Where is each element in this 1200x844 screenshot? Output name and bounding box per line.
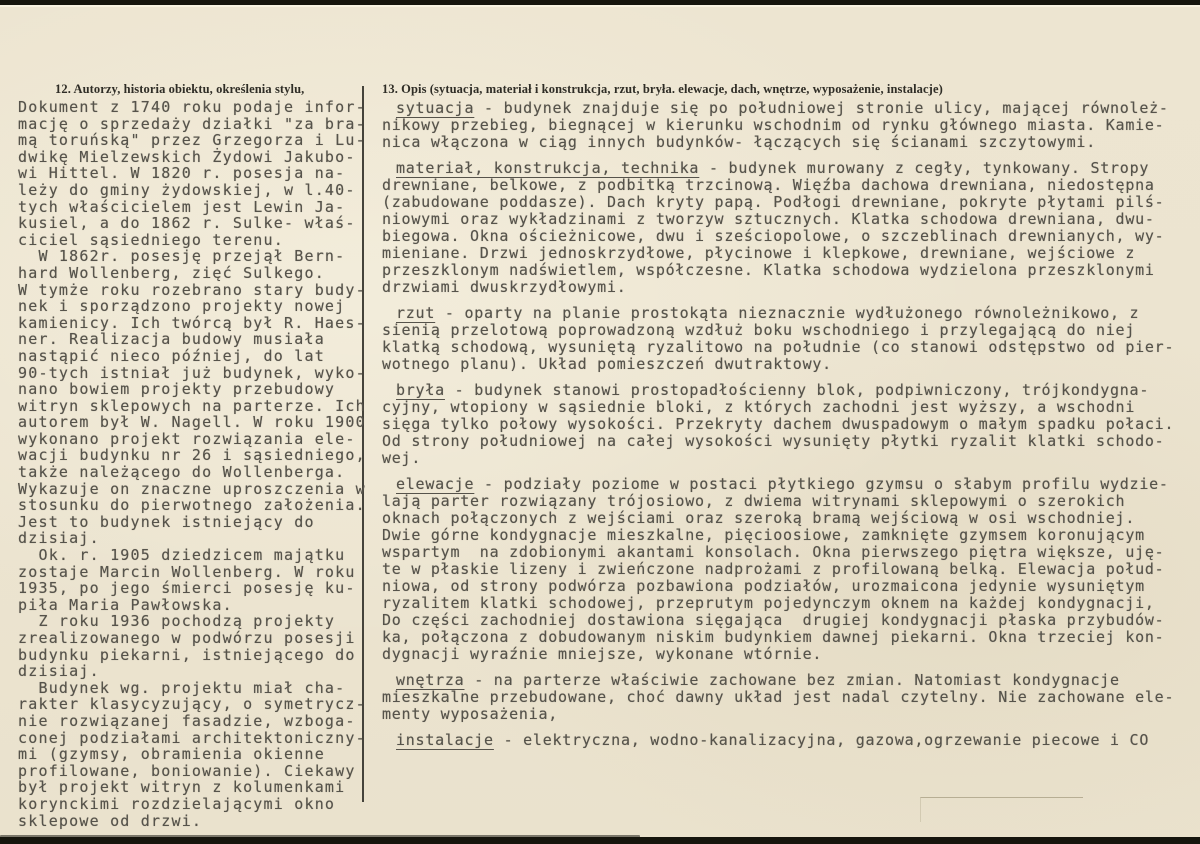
- typed-line: także należącego do Wollenberga.: [18, 463, 346, 482]
- typed-line: stosunku do pierwotnego założenia.: [18, 496, 366, 515]
- typed-line: nica włączona w ciąg innych budynków- łączących się ścianami szczytowymi.: [382, 133, 1096, 151]
- section-first-line-rest: - budynek murowany z cegły, tynkowany. Stropy: [699, 159, 1150, 177]
- typed-line: niowymi oraz wykładzinami z tworzyw sztucznych. Klatka schodowa drewniana, dwu-: [382, 210, 1155, 228]
- typed-line: Do części zachodniej dostawiona sięgająca drugiej kondygnacji płaska przybudów-: [382, 611, 1165, 629]
- section-first-line-rest: - na parterze właściwie zachowane bez zmian. Natomiast kondygnacje: [464, 671, 1120, 689]
- typed-line: witryn sklepowych na parterze. Ich: [18, 396, 366, 415]
- typed-line: autorem był W. Nagell. W roku 1900: [18, 413, 366, 432]
- field-13-description: [382, 82, 1194, 749]
- field-12-authors-history: [18, 82, 368, 829]
- typed-line: Dokument z 1740 roku podaje infor-: [18, 98, 366, 116]
- field-12-typed-text: [18, 99, 368, 829]
- section-first-line-rest: - elektryczna, wodno-kanalizacyjna, gazowa,ogrzewanie piecowe i CO: [493, 731, 1150, 749]
- typed-line: dzisiaj.: [18, 529, 100, 548]
- typed-line: ciciel sąsiedniego terenu.: [18, 230, 284, 249]
- typed-line: biegowa. Okna ościeżnicowe, dwu i sześciopolowe, o szczeblinach drewnianych, wy-: [382, 227, 1165, 245]
- typed-line: sięga tylko połowy wysokości. Przekryty dachem dwuspadowym o małym spadku połaci.: [382, 415, 1175, 433]
- section-first-line-rest: - budynek znajduje się po południowej stronie ulicy, mającej równoleż-: [474, 99, 1169, 117]
- typed-line: zostaje Marcin Wollenberg. W roku: [18, 562, 356, 581]
- typed-line: 90-tych istniał już budynek, wyko-: [18, 363, 366, 382]
- field-13-typed-sections: [382, 100, 1194, 749]
- typed-line: lają parter rozwiązany trójosiowo, z dwiema witrynami sklepowymi o szerokich: [382, 492, 1126, 510]
- typed-line: dwikę Mielzewskich Żydowi Jakubo-: [18, 147, 356, 166]
- typed-line: wej.: [382, 449, 422, 467]
- section-keyword: elewacje: [396, 475, 475, 493]
- faint-stamp-outline: [920, 797, 1083, 822]
- section-keyword: bryła: [396, 381, 445, 399]
- typed-line: [382, 100, 1194, 117]
- typed-line: ner. Realizacja budowy musiała: [18, 330, 325, 349]
- typed-line: tych właścicielem jest Lewin Ja-: [18, 197, 346, 216]
- typed-line: budynku piekarni, istniejącego do: [18, 645, 356, 664]
- section-keyword: sytuacja: [396, 99, 475, 117]
- typed-line: ryzalitem klatki schodowej, przeprutym pojedynczym oknem na każdej kondygnacji,: [382, 594, 1155, 612]
- typed-line: mi (gzymsy, obramienia okienne: [18, 745, 325, 764]
- typed-line: mieniane. Drzwi jednoskrzydłowe, płycinowe i klepkowe, drewniane, wejściowe z: [382, 244, 1136, 262]
- typed-line: dygnacji wyraźnie mniejsze, wykonane wtórnie.: [382, 645, 823, 663]
- typed-line: sklepowe od drzwi.: [18, 811, 203, 830]
- field-13-printed-label: 13. Opis (sytuacja, materiał i konstrukcja, rzut, bryła. elewacje, dach, wnętrze, wyposażenie, instalacje): [382, 82, 943, 96]
- typed-line: Dwie górne kondygnacje mieszkalne, pięcioosiowe, zamknięte gzymsem koronującym: [382, 526, 1145, 544]
- typed-line: [382, 476, 1194, 493]
- typed-line: przeszklonym nadświetlem, współczesne. Klatka schodowa wydzielona przeszklonymi: [382, 261, 1155, 279]
- section-keyword: instalacje: [396, 731, 494, 749]
- typed-line: [382, 305, 1194, 322]
- typed-line: mację o sprzedaży działki "za bra-: [18, 114, 366, 133]
- section-wnetrza: [382, 672, 1194, 723]
- typed-line: mą toruńską" przez Grzegorza i Lu-: [18, 131, 366, 150]
- typed-line: Z roku 1936 pochodzą projekty: [18, 612, 336, 631]
- typed-line: te w płaskie lizeny i zwieńczone nadprożami z profilowaną belką. Elewacja połud-: [382, 560, 1165, 578]
- section-keyword: materiał, konstrukcja, technika: [396, 159, 700, 177]
- typed-line: leży do gminy żydowskiej, w l.40-: [18, 180, 356, 199]
- section-keyword: rzut: [396, 304, 436, 322]
- typed-line: piła Maria Pawłowska.: [18, 595, 233, 614]
- typed-line: [382, 672, 1194, 689]
- typed-line: menty wyposażenia,: [382, 705, 559, 723]
- typed-line: korynckimi rozdzielającymi okno: [18, 794, 336, 813]
- typed-line: oknach połączonych z wejściami oraz szeroką bramą wejściową w osi wschodniej.: [382, 509, 1136, 527]
- typed-line: mieszkalne przebudowane, choć dawny układ jest nadal czytelny. Nie zachowane ele-: [382, 688, 1175, 706]
- typed-line: zrealizowanego w podwórzu posesji: [18, 629, 356, 647]
- typed-line: nie rozwiązanej fasadzie, wzboga-: [18, 711, 356, 730]
- typed-line: klatką schodową, wysuniętą ryzalitowo na południe (co stanowi odstępstwo od pier-: [382, 338, 1175, 356]
- typed-line: wotnego planu). Układ pomieszczeń dwutraktowy.: [382, 355, 832, 373]
- typed-line: ka, połączona z dobudowanym niskim budynkiem dawnej piekarni. Okna trzeciej kon-: [382, 628, 1165, 646]
- scan-glare-line: [0, 5, 1200, 7]
- typed-line: był projekt witryn z kolumenkami: [18, 778, 346, 797]
- typed-line: sienią przelotową poprowadzoną wzdłuż boku wschodniego i przylegającą do niej: [382, 321, 1136, 339]
- typed-line: rakter klasycyzujący, o symetrycz-: [18, 695, 366, 714]
- typed-line: wacji budynku nr 26 i sąsiedniego,: [18, 446, 366, 465]
- typed-line: cyjny, wtopiony w sąsiednie bloki, z których zachodni jest wyższy, a wschodni: [382, 398, 1136, 416]
- typed-line: wspartym na zdobionymi akantami konsolach. Okna pierwszego piętra większe, uję-: [382, 543, 1165, 561]
- typed-line: nikowy przebieg, biegnącej w kierunku wschodnim od rynku głównego miasta. Kamie-: [382, 116, 1165, 134]
- typed-line: Jest to budynek istniejący do: [18, 512, 315, 531]
- typed-line: drzwiami dwuskrzydłowymi.: [382, 278, 627, 296]
- typed-line: kusiel, a do 1862 r. Sulke- właś-: [18, 214, 356, 233]
- typed-line: conej podziałami architektoniczny-: [18, 728, 366, 747]
- typed-line: niowa, od strony podwórza pozbawiona podziałów, urozmaicona jedynie wysuniętym: [382, 577, 1145, 595]
- typed-line: hard Wollenberg, zięć Sulkego.: [18, 263, 325, 282]
- scan-edge-bottom: [0, 837, 1200, 844]
- typed-line: Od strony południowej na całej wysokości wysunięty płytki ryzalit klatki schodo-: [382, 432, 1165, 450]
- section-first-line-rest: - oparty na planie prostokąta nieznacznie wydłużonego równoleżnikowo, z: [435, 304, 1140, 322]
- typed-line: nano bowiem projekty przebudowy: [18, 380, 336, 399]
- typed-line: profilowane, boniowanie). Ciekawy: [18, 761, 356, 780]
- typed-line: 1935, po jego śmierci posesję ku-: [18, 579, 356, 598]
- section-bryla: [382, 382, 1194, 467]
- section-rzut: [382, 305, 1194, 373]
- field-12-printed-label: 12. Autorzy, historia obiektu, określenia stylu,: [55, 82, 305, 96]
- typed-line: W tymże roku rozebrano stary budy-: [18, 280, 366, 299]
- section-first-line-rest: - budynek stanowi prostopadłościenny blok, podpiwniczony, trójkondygna-: [444, 381, 1150, 399]
- typed-line: Wykazuje on znaczne uproszczenia w: [18, 479, 366, 498]
- section-first-line-rest: - podziały poziome w postaci płytkiego gzymsu o słabym profilu wydzie-: [474, 475, 1169, 493]
- section-keyword: wnętrza: [396, 671, 465, 689]
- section-sytuacja: [382, 100, 1194, 151]
- typed-line: wykonano projekt rozwiązania ele-: [18, 429, 356, 448]
- typed-line: [382, 382, 1194, 399]
- section-instalacje: [382, 732, 1194, 749]
- typed-line: [382, 732, 1194, 749]
- typed-line: W 1862r. posesję przejął Bern-: [18, 247, 346, 266]
- typed-line: Ok. r. 1905 dziedzicem majątku: [18, 546, 346, 565]
- section-elewacje: [382, 476, 1194, 663]
- typed-line: [382, 160, 1194, 177]
- section-material-konstrukcja-technika: [382, 160, 1194, 296]
- typed-line: kamienicy. Ich twórcą był R. Haes-: [18, 313, 366, 332]
- typed-line: Budynek wg. projektu miał cha-: [18, 678, 346, 697]
- typed-line: (zabudowane poddasze). Dach kryty papą. Podłogi drewniane, pokryte płytami pilś-: [382, 193, 1165, 211]
- typed-line: nastąpić nieco później, do lat: [18, 346, 325, 365]
- typed-line: dzisiaj.: [18, 662, 100, 681]
- typed-line: wi Hittel. W 1820 r. posesja na-: [18, 164, 346, 183]
- typed-line: nek i sporządzono projekty nowej: [18, 297, 346, 316]
- typed-line: drewniane, belkowe, z podbitką trzcinową. Więźba dachowa drewniana, niedostępna: [382, 176, 1155, 194]
